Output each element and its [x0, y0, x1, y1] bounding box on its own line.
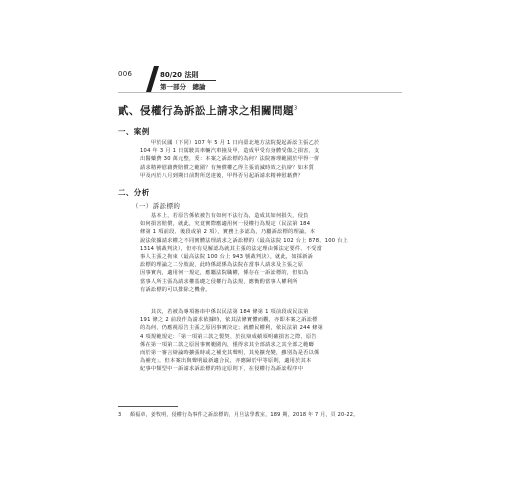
text-line: 出醫藥費 30 萬元整，爰：本案之訴訟標的為何？法院審理範圍於甲得一併 [140, 156, 320, 163]
text-line: 104 年 3 月 1 日駕駛其車輛汽車撞及甲，造成甲受有身體受傷之損害，支 [140, 148, 320, 155]
page-number: 006 [118, 70, 133, 78]
footnote-rule [118, 406, 178, 407]
text-line: 為補充」，但本案出與聲明最新適合民，亦應歸於甲等原則，適用於其本 [140, 358, 312, 365]
text-line: 4 項規範規定：「第一項第三款之製契、於抗辯成績須明確損害之際，原告 [140, 333, 317, 340]
heading-case: 一、案例 [118, 127, 150, 136]
header-divider [160, 80, 216, 81]
heading-analysis: 二、分析 [118, 188, 150, 197]
text-line: 其次，若被為專項審串中係以民法第 184 條第 1 項前段或民法第 [140, 309, 309, 315]
text-line: 如何損害賠償，就此，究竟實際應適用何一侵權行為規定（民法第 184 [140, 221, 311, 228]
text-line: 當事人所主張為請求權基礎之侵權行為法規，應衡酌當事人權利所 [140, 278, 298, 285]
footnote-mark: 3 [118, 412, 122, 418]
footnote [118, 411, 402, 420]
text-line: 191 條之 2 前段作為請求依據時，依其法條實體而觀，亦即本案之訴訟標 [140, 317, 318, 324]
text-line: 甲及丙於八月到期日前對所送達後，甲得否另起訴請求精神慰藉費？ [140, 172, 304, 179]
header-slash-icon [146, 66, 159, 92]
text-line: 的為何，仍應視原告主張之原因事實決定；就體民權利，依民法第 244 條第 [140, 325, 324, 332]
text-line: 係在第一項第二款之原因事實範圍內，僅得求其全部請求之其全部之範疇 [140, 341, 315, 348]
text-line: 甲於民國（下同）107 年 5 月 1 日向臺北地方法院提起訴訟主張乙於 [140, 140, 320, 146]
text-line: 因事實內，適用何一規定，應屬法院職權，係存在一訴訟標的，但如為 [140, 270, 309, 277]
analysis-paragraph-2 [140, 308, 402, 374]
text-line: 說法依據請求權之不同實體法理請求之訴訟標的（最高法院 102 台上 878、100 台上 [140, 237, 349, 244]
series-title: 80/20 法則 [160, 71, 199, 79]
text-line: 訟標的理論之二分肢說，此時係認係為法院在當事人請求及主張之原 [140, 262, 304, 269]
footnote-text: 顏福章，姜牧明，侵權行為事件之訴訟標的，月旦法學教室，189 期，2018 年 7 月，頁 20-22。 [130, 412, 359, 418]
text-line: 1314 號裁判決），但亦有見解認為就其主張的法定理由係法定要件、不受當 [140, 245, 323, 252]
analysis-paragraph-1 [140, 212, 402, 294]
section-title-text: 貳、侵權行為訴訟上請求之相關問題 [118, 105, 294, 117]
text-line: 基本上，若原告係依被告有如何不法行為，造成其如何損失，侵負 [140, 213, 309, 219]
section-title [118, 103, 298, 118]
part-title: 第一部分 總論 [160, 83, 206, 91]
header-rule [118, 92, 402, 93]
text-line: 而於第一審言辯論時擴張時或之補充其聲明，其免擴充變，雖別為是否以係 [140, 349, 320, 356]
case-paragraph [140, 139, 402, 180]
text-line: 事人主張之拘束（最高法院 100 台上 943 號裁判決）。就此，如採新訴 [140, 253, 314, 260]
text-line: 有訴訟標的可以排除之機會。 [140, 286, 211, 293]
footnote-ref: 3 [294, 105, 298, 112]
text-line: 條第 1 項前段、後段或第 2 項），實務上多認為，乃屬訴訟標的理論。本 [140, 229, 316, 236]
text-line: 紀事中類型中一訴請求訴訟標的特定原則下，在侵權行為訴訟程序中 [140, 366, 304, 373]
text-line: 請求精神慰藉費賠償之範圍？有無償權乙得主張消滅時效之抗辯？如本質 [140, 164, 315, 171]
subheading-litigation-subject: （一）訴訟標的 [132, 202, 181, 210]
